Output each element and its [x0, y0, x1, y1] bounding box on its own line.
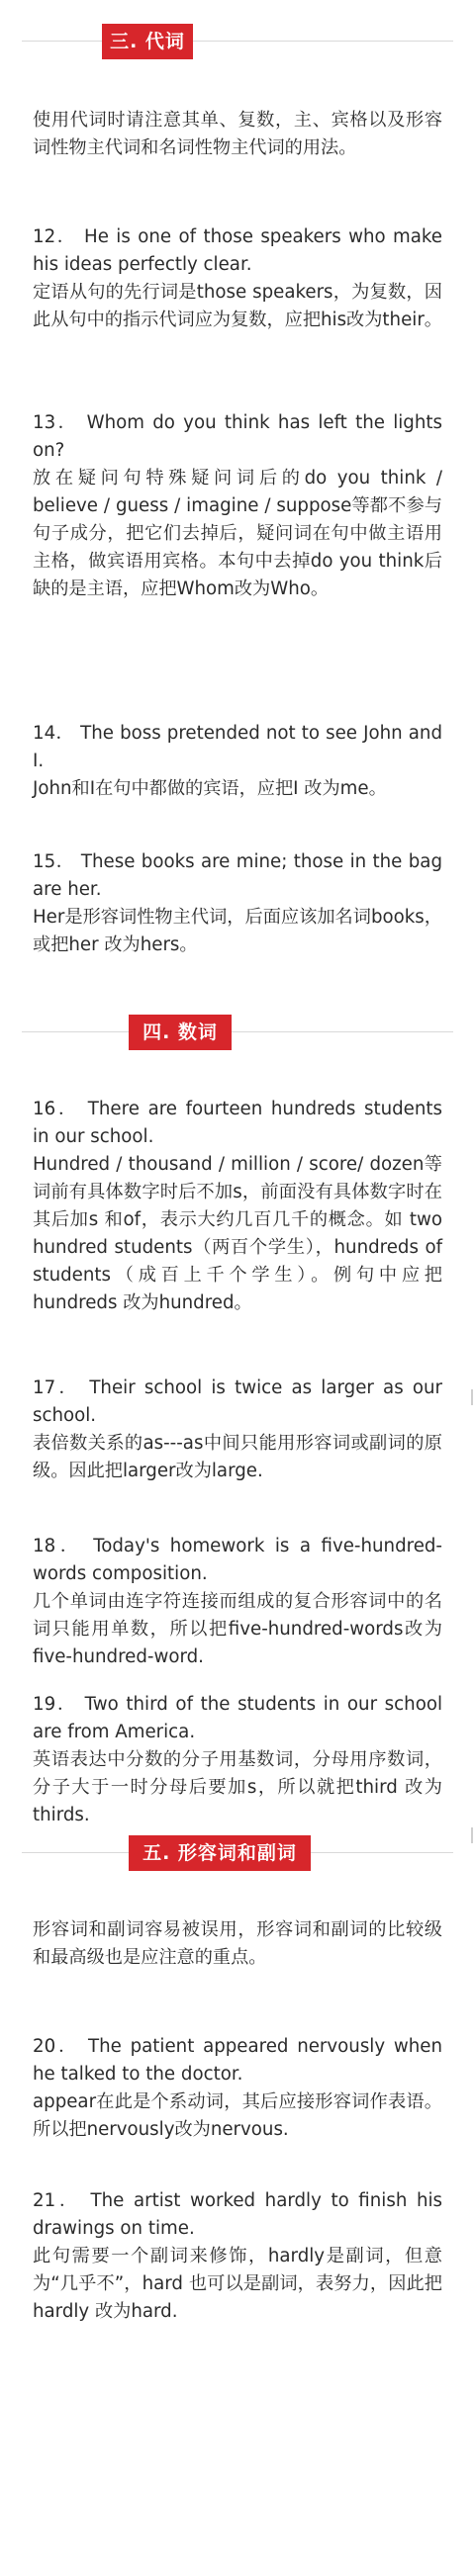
example-sentence: 13． Whom do you think has left the lights on? [33, 412, 442, 461]
example-sentence: 12． He is one of those speakers who make his ideas perfectly clear. [33, 226, 442, 275]
example-20 [33, 2033, 442, 2144]
example-explanation: 几个单词由连字符连接而组成的复合形容词中的名词只能用单数，所以把five-hundred-words改为five-hundred-word. [33, 1591, 442, 1667]
example-17 [33, 1375, 442, 1485]
example-sentence: 14． The boss pretended not to see John and I. [33, 723, 442, 771]
example-16 [33, 1096, 442, 1317]
section-header-adjectives-adverbs [22, 1835, 453, 1871]
paragraph-text: 形容词和副词容易被误用，形容词和副词的比较级和最高级也是应注意的重点。 [33, 1919, 442, 1968]
example-sentence: 18． Today's homework is a five-hundred-words composition. [33, 1536, 442, 1584]
example-explanation: John和I在句中都做的宾语，应把I 改为me。 [33, 778, 387, 799]
example-18 [33, 1533, 442, 1671]
example-13 [33, 409, 442, 603]
margin-mark [471, 1389, 473, 1405]
example-sentence: 21． The artist worked hardly to finish his drawings on time. [33, 2190, 442, 2239]
section-divider [22, 1031, 453, 1032]
section-header-numerals [22, 1015, 453, 1050]
section-title: 三. 代词 [102, 24, 193, 59]
paragraph-pronoun-intro [33, 107, 442, 162]
paragraph-text: 使用代词时请注意其单、复数，主、宾格以及形容词性物主代词和名词性物主代词的用法。 [33, 110, 442, 158]
example-19 [33, 1691, 442, 1829]
section-title: 四. 数词 [129, 1015, 232, 1050]
example-sentence: 16． There are fourteen hundreds students in our school. [33, 1099, 442, 1147]
example-sentence: 19． Two third of the students in our school are from America. [33, 1694, 442, 1742]
example-sentence: 17． Their school is twice as larger as our school. [33, 1377, 442, 1426]
example-sentence: 15． These books are mine; those in the bag are her. [33, 851, 442, 900]
section-title: 五. 形容词和副词 [129, 1835, 311, 1871]
example-explanation: 放在疑问句特殊疑问词后的do you think / believe / guess / imagine / suppose等都不参与句子成分，把它们去掉后，疑问词在句中做主语用主格，做宾语用宾格。本句中去掉do you think后缺的是主语，应把Whom改为Who。 [33, 468, 442, 599]
example-sentence: 20． The patient appeared nervously when he talked to the doctor. [33, 2036, 442, 2085]
paragraph-adjective-intro [33, 1916, 442, 1972]
margin-mark [471, 1827, 473, 1843]
example-explanation: 英语表达中分数的分子用基数词，分母用序数词，分子大于一时分母后要加s，所以就把third 改为thirds. [33, 1749, 442, 1825]
example-explanation: 表倍数关系的as---as中间只能用形容词或副词的原级。因此把larger改为large. [33, 1433, 442, 1481]
example-explanation: 定语从句的先行词是those speakers，为复数，因此从句中的指示代词应为复数，应把his改为their。 [33, 282, 442, 330]
example-21 [33, 2187, 442, 2326]
example-14 [33, 720, 442, 803]
example-12 [33, 223, 442, 334]
example-explanation: 此句需要一个副词来修饰，hardly是副词，但意为“几乎不”，hard 也可以是副词，表努力，因此把 hardly 改为hard. [33, 2246, 442, 2322]
example-15 [33, 848, 442, 959]
section-header-pronouns [22, 24, 453, 59]
example-explanation: Her是形容词性物主代词，后面应该加名词books，或把her 改为hers。 [33, 907, 442, 955]
section-divider [22, 41, 453, 42]
example-explanation: appear在此是个系动词，其后应接形容词作表语。所以把nervously改为nervous. [33, 2091, 442, 2140]
example-explanation: Hundred / thousand / million / score/ dozen等词前有具体数字时后不加s，前面没有具体数字时在其后加s 和of，表示大约几百几千的概念。如 two hundred students（两百个学生），hundreds of students（成百上千个学生）。例句中应把hundreds 改为hundred。 [33, 1154, 442, 1313]
